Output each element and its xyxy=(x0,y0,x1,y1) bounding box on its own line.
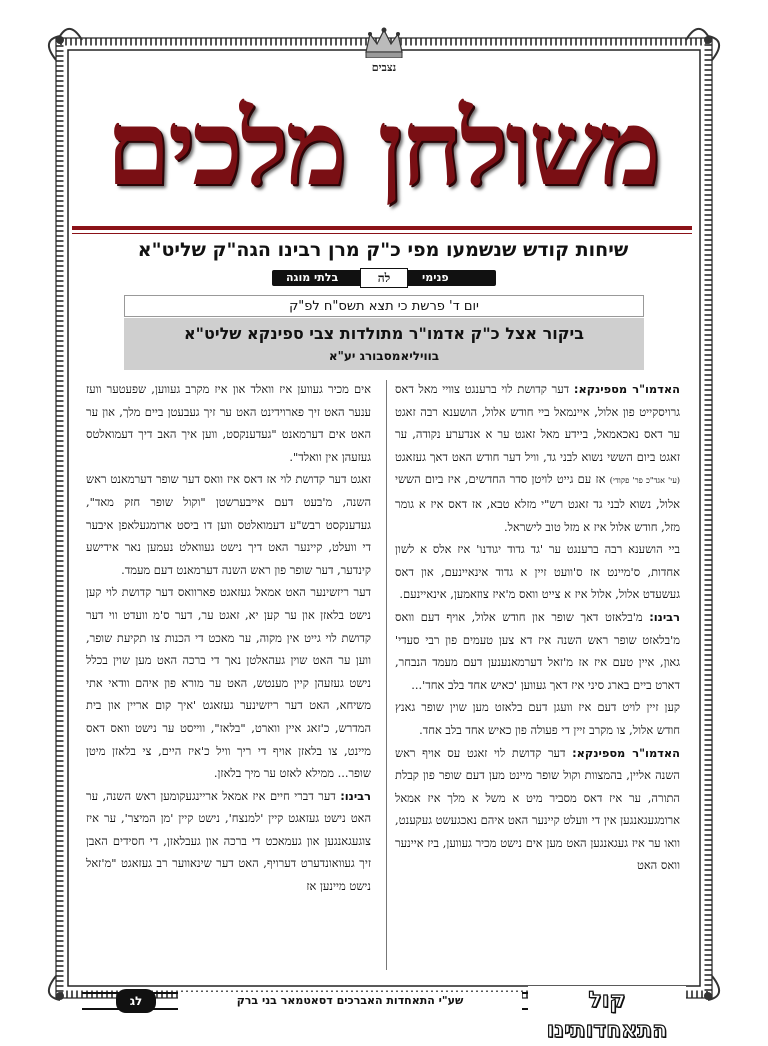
paragraph-text: מ'בלאזט דאך שופר און חודש אלול, אויף דעם וואס מ'בלאזט שופר ראש השנה איז דא צען טעמים פון רבי סעדי' גאון, איין טעם איז אז מ'זאל דערמאנענען דעם מעמד הנבחר, דארט ביים בארג סיני איז דאך געווען 'כאיש אחד בלב אחד'... xyxy=(395,609,680,692)
source-note: (עי' אגד"כ פר' פקודי) xyxy=(609,476,680,486)
text-column-right xyxy=(395,378,680,972)
paragraph xyxy=(395,606,680,696)
paragraph xyxy=(86,378,371,468)
article-date: יום ד' פרשת כי תצא תשס"ח לפ"ק xyxy=(124,295,644,317)
article-heading-box xyxy=(124,318,644,370)
footer-logo: קול התאחדותינו xyxy=(528,986,686,1016)
paragraph xyxy=(86,581,371,784)
crown-icon xyxy=(366,28,402,59)
paragraph xyxy=(395,742,680,878)
paragraph-text: דער קדושת לוי זאגט עס אויף ראש השנה אליין, בהמצוות וקול שופר מיינט מען דעם שופר פון קבלת התורה, ער איז דאס מסביר מיט א משל א מלך איז אמאל ארומגעגאנגען אין די וועלט קיינער האט איהם נאכגעשט געקענט, וואו ער איז געגאנגען האט מען אים נישט מכיר געווען, ביז איינער וואס האט xyxy=(395,745,680,873)
column-divider xyxy=(386,380,387,970)
paragraph-text: קען זיין לויט דעם איז וועגן דעם בלאזט מען שוין שופר גאנץ חודש אלול, צו מקרב זיין די פעולה פון כאיש אחד בלב אחד. xyxy=(395,700,680,737)
speaker-label: האדמו"ר מספינקא: xyxy=(573,382,680,396)
page-number: לג xyxy=(116,989,156,1013)
paragraph-text: ביי הושענא רבה ברענגט ער 'גד גדוד יגודנו' איז אלס א לשון אחדות, ס'מיינט אז ס'וועט זיין א גדוד אינאיינעם, און דאס געשעדט אלול, אלול איז א צייט וואס מ'איז צוזאמען, אינאיינעם. xyxy=(395,542,680,602)
paragraph xyxy=(86,468,371,581)
speaker-label: רבינו: xyxy=(649,609,680,624)
article-subheading: בוויליאמסבורג יע"א xyxy=(328,349,440,363)
masthead-subtitle: שיחות קודש שנשמעו מפי כ"ק מרן רבינו הגה"ק שליט"א xyxy=(137,239,629,261)
issue-ribbon xyxy=(272,268,496,288)
masthead-title: משולחן מלכים xyxy=(105,86,659,209)
speaker-label: רבינו: xyxy=(340,788,371,803)
ribbon-right-label: פנימי xyxy=(422,271,449,284)
paragraph-text: דער ריזשינער האט אמאל געזאגט פארוואס דער קדושת לוי קען נישט בלאזן און ער קען יא, זאגט ער, דער ס'מ וועדט ווי דער קדושת לוי גייט אין מקוה, ער מאכט די הכנות צו תקיעת שופר, ווען ער האט שוין געהאלטן נאך די ברכה האט מען שוין בכלל נישט געזעהן קיין מענטש, האט ער מורא פון איהם וודאי אתי משיחא, האט דער ריזשינער געזאגט 'איך קום אריין און בית המדרש, כ'זאג איין ווארט, "בלאז", ווייסט ער נישט וואס דאס מיינט, צו בלאזן אויף די ריך וויל כ'איז היים, צי בלאזן מיטן שופר... ממילא לאזט ער מיך בלאזן. xyxy=(86,585,371,781)
page-footer xyxy=(82,986,686,1043)
paragraph-text: דער קדושת לוי ברענגט צוויי מאל דאס גרויסקייט פון אלול, איינמאל ביי חודש אלול, הושענא רבה זאגט ער דאס נאכאמאל, ביידע מאל זאגט ער א אנדערע נקודה, ער זאגט ביום הששי נשוא לבני גד, וויל דער חודש האט דאך געזאגט xyxy=(395,382,680,464)
speaker-label: האדמו"ר מספינקא: xyxy=(572,745,680,760)
paragraph xyxy=(395,696,680,741)
paragraph-text: אים מכיר געווען איז וואלד און איז מקרב געווען, שפעטער וועז ענער האט זיך פארוידינט האט ער זיך געבעטן ביים מלך, און ער האט אים דערמאנט "געדענקסט, ווען איך האב דיך דעמואלטס געזעהן אין וואלד". xyxy=(86,382,371,464)
paragraph xyxy=(395,378,680,538)
text-column-left xyxy=(86,378,371,972)
paragraph xyxy=(395,538,680,606)
header-top-tag: נצבים xyxy=(344,58,424,78)
paragraph xyxy=(86,785,371,898)
issue-number: לה xyxy=(360,268,408,288)
paragraph-text: זאגט דער קדושת לוי אז דאס איז וואס דער שופר דערמאנט ראש השנה, מ'בעט דעם אייבערשטן "וקול שופר חזק מאד", געדענקסט רבש"ע דעמואלטס ווען דו ביסט ארומגעלאפן איבער די וועלט, קיינער האט דיך נישט געוואלט נעמען נאר אידישע קינדער, דער שופר פון ראש השנה דערמאנט דעם מעמד. xyxy=(86,472,371,577)
footer-publisher: שע"י התאחדות האברכים דסאטמאר בני ברק xyxy=(178,992,522,1010)
ribbon-left-label: בלתי מוגה xyxy=(286,271,339,284)
masthead xyxy=(72,88,692,208)
article-heading: ביקור אצל כ"ק אדמו"ר מתולדות צבי ספינקא שליט"א xyxy=(184,324,584,343)
paragraph-text: אז עם גייט לויטן סדר החדשים, איז ביום הששי אלול, נשוא לבני גד זאגט רש"י מזלא טבא, אז דאס איז א גומר מזל, חודש אלול איז א מזל טוב לישראל. xyxy=(395,472,680,534)
paragraph-text: דער דברי חיים איז אמאל אריינגעקומען ראש השנה, ער האט נישט געזאגט קיין 'למנצח', נישט קיין 'מן המיצר', ער איז צוגעגאנגען און געמאכט די ברכה און געבלאזן, די חסידים האבן זיך געוואונדערט דערויף, האט דער שינאווער רב געזאגט "מ'זאל נישט מיינען אז xyxy=(86,788,371,894)
